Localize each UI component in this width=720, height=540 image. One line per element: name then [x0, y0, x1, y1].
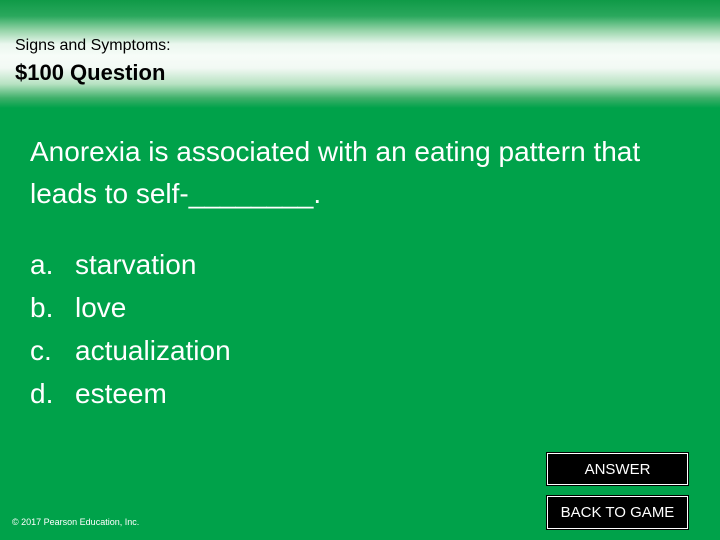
category-title: Signs and Symptoms: — [15, 37, 171, 54]
option-text: esteem — [75, 378, 167, 409]
option-a — [30, 243, 231, 286]
option-text: starvation — [75, 249, 197, 280]
option-letter: d. — [30, 378, 54, 409]
option-text: love — [75, 292, 127, 323]
copyright-text: © 2017 Pearson Education, Inc. — [12, 517, 140, 527]
option-c — [30, 329, 231, 372]
option-b — [30, 286, 231, 329]
option-d — [30, 372, 231, 415]
question-value: $100 Question — [15, 60, 166, 85]
back-to-game-button[interactable]: BACK TO GAME — [547, 496, 688, 529]
option-letter: b. — [30, 292, 54, 323]
option-letter: c. — [30, 335, 52, 366]
option-letter: a. — [30, 249, 54, 280]
answer-button[interactable]: ANSWER — [547, 453, 688, 485]
question-text: Anorexia is associated with an eating pattern that leads to self-________. — [30, 136, 641, 209]
option-text: actualization — [75, 335, 231, 366]
answer-options-list — [30, 243, 231, 415]
